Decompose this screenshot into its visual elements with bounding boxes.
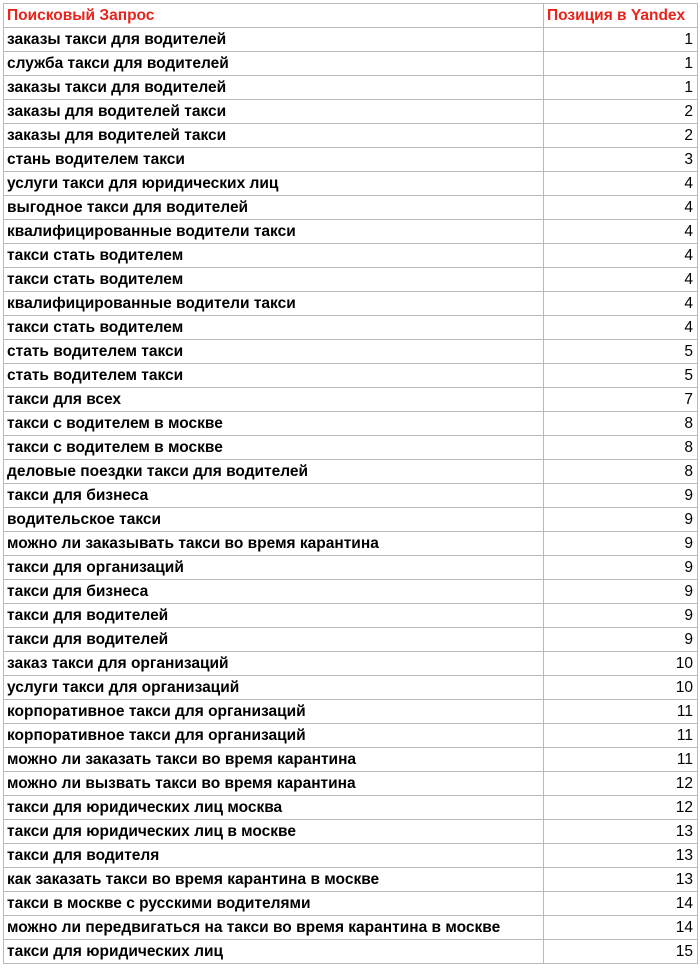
table-row xyxy=(4,892,698,916)
position-cell[interactable]: 8 xyxy=(544,436,698,460)
query-cell[interactable]: квалифицированные водители такси xyxy=(4,292,544,316)
query-cell[interactable]: такси для водителей xyxy=(4,628,544,652)
query-cell[interactable]: услуги такси для организаций xyxy=(4,676,544,700)
table-row xyxy=(4,148,698,172)
position-cell[interactable]: 5 xyxy=(544,340,698,364)
position-cell[interactable]: 13 xyxy=(544,868,698,892)
table-row xyxy=(4,844,698,868)
position-cell[interactable]: 11 xyxy=(544,724,698,748)
position-cell[interactable]: 13 xyxy=(544,820,698,844)
query-cell[interactable]: заказ такси для организаций xyxy=(4,652,544,676)
table-row xyxy=(4,556,698,580)
table-row xyxy=(4,508,698,532)
query-cell[interactable]: услуги такси для юридических лиц xyxy=(4,172,544,196)
position-cell[interactable]: 14 xyxy=(544,916,698,940)
table-row xyxy=(4,748,698,772)
position-cell[interactable]: 12 xyxy=(544,772,698,796)
query-cell[interactable]: такси для организаций xyxy=(4,556,544,580)
header-row xyxy=(4,4,698,28)
table-row xyxy=(4,196,698,220)
position-cell[interactable]: 2 xyxy=(544,100,698,124)
position-cell[interactable]: 1 xyxy=(544,52,698,76)
position-cell[interactable]: 4 xyxy=(544,172,698,196)
query-cell[interactable]: такси с водителем в москве xyxy=(4,412,544,436)
query-cell[interactable]: служба такси для водителей xyxy=(4,52,544,76)
header-query[interactable]: Поисковый Запрос xyxy=(4,4,544,28)
query-cell[interactable]: такси для юридических лиц в москве xyxy=(4,820,544,844)
table-row xyxy=(4,796,698,820)
query-cell[interactable]: стань водителем такси xyxy=(4,148,544,172)
table-row xyxy=(4,484,698,508)
table-row xyxy=(4,700,698,724)
query-cell[interactable]: можно ли заказать такси во время карантина xyxy=(4,748,544,772)
query-cell[interactable]: заказы такси для водителей xyxy=(4,76,544,100)
table-row xyxy=(4,604,698,628)
table-row xyxy=(4,340,698,364)
search-position-table xyxy=(3,3,698,964)
query-cell[interactable]: стать водителем такси xyxy=(4,364,544,388)
table-row xyxy=(4,628,698,652)
query-cell[interactable]: деловые поездки такси для водителей xyxy=(4,460,544,484)
position-cell[interactable]: 8 xyxy=(544,412,698,436)
position-cell[interactable]: 13 xyxy=(544,844,698,868)
position-cell[interactable]: 4 xyxy=(544,220,698,244)
position-cell[interactable]: 10 xyxy=(544,676,698,700)
table-row xyxy=(4,652,698,676)
query-cell[interactable]: корпоративное такси для организаций xyxy=(4,700,544,724)
table-row xyxy=(4,940,698,964)
table-row xyxy=(4,916,698,940)
table-row xyxy=(4,868,698,892)
position-cell[interactable]: 9 xyxy=(544,580,698,604)
table-row xyxy=(4,364,698,388)
query-cell[interactable]: такси для юридических лиц xyxy=(4,940,544,964)
table-row xyxy=(4,460,698,484)
position-cell[interactable]: 7 xyxy=(544,388,698,412)
table-row xyxy=(4,28,698,52)
query-cell[interactable]: такси для всех xyxy=(4,388,544,412)
query-cell[interactable]: такси для водителя xyxy=(4,844,544,868)
header-position[interactable]: Позиция в Yandex xyxy=(544,4,698,28)
query-cell[interactable]: стать водителем такси xyxy=(4,340,544,364)
position-cell[interactable]: 9 xyxy=(544,508,698,532)
table-row xyxy=(4,220,698,244)
table-row xyxy=(4,76,698,100)
table-body xyxy=(4,28,698,964)
position-cell[interactable]: 4 xyxy=(544,244,698,268)
query-cell[interactable]: заказы для водителей такси xyxy=(4,100,544,124)
position-cell[interactable]: 14 xyxy=(544,892,698,916)
table-row xyxy=(4,316,698,340)
position-cell[interactable]: 4 xyxy=(544,292,698,316)
query-cell[interactable]: такси для водителей xyxy=(4,604,544,628)
query-cell[interactable]: заказы такси для водителей xyxy=(4,28,544,52)
table-row xyxy=(4,580,698,604)
position-cell[interactable]: 9 xyxy=(544,532,698,556)
query-cell[interactable]: квалифицированные водители такси xyxy=(4,220,544,244)
query-cell[interactable]: такси для юридических лиц москва xyxy=(4,796,544,820)
query-cell[interactable]: выгодное такси для водителей xyxy=(4,196,544,220)
query-cell[interactable]: можно ли передвигаться на такси во время карантина в москве xyxy=(4,916,544,940)
query-cell[interactable]: можно ли вызвать такси во время карантина xyxy=(4,772,544,796)
table-row xyxy=(4,412,698,436)
position-cell[interactable]: 1 xyxy=(544,28,698,52)
position-cell[interactable]: 11 xyxy=(544,748,698,772)
position-cell[interactable]: 11 xyxy=(544,700,698,724)
query-cell[interactable]: такси в москве с русскими водителями xyxy=(4,892,544,916)
query-cell[interactable]: водительское такси xyxy=(4,508,544,532)
position-cell[interactable]: 4 xyxy=(544,196,698,220)
position-cell[interactable]: 10 xyxy=(544,652,698,676)
position-cell[interactable]: 4 xyxy=(544,268,698,292)
query-cell[interactable]: такси для бизнеса xyxy=(4,580,544,604)
position-cell[interactable]: 8 xyxy=(544,460,698,484)
query-cell[interactable]: как заказать такси во время карантина в москве xyxy=(4,868,544,892)
position-cell[interactable]: 1 xyxy=(544,76,698,100)
position-cell[interactable]: 9 xyxy=(544,484,698,508)
position-cell[interactable]: 5 xyxy=(544,364,698,388)
query-cell[interactable]: можно ли заказывать такси во время карантина xyxy=(4,532,544,556)
table-row xyxy=(4,676,698,700)
table-row xyxy=(4,436,698,460)
table-row xyxy=(4,244,698,268)
query-cell[interactable]: такси стать водителем xyxy=(4,268,544,292)
table-row xyxy=(4,292,698,316)
table-row xyxy=(4,268,698,292)
query-cell[interactable]: заказы для водителей такси xyxy=(4,124,544,148)
position-cell[interactable]: 9 xyxy=(544,628,698,652)
query-cell[interactable]: такси стать водителем xyxy=(4,244,544,268)
table-row xyxy=(4,724,698,748)
position-cell[interactable]: 15 xyxy=(544,940,698,964)
position-cell[interactable]: 9 xyxy=(544,604,698,628)
table-row xyxy=(4,532,698,556)
table-row xyxy=(4,52,698,76)
query-cell[interactable]: такси для бизнеса xyxy=(4,484,544,508)
position-cell[interactable]: 12 xyxy=(544,796,698,820)
position-cell[interactable]: 2 xyxy=(544,124,698,148)
position-cell[interactable]: 3 xyxy=(544,148,698,172)
table-row xyxy=(4,772,698,796)
spreadsheet xyxy=(3,3,697,964)
table-row xyxy=(4,388,698,412)
query-cell[interactable]: такси стать водителем xyxy=(4,316,544,340)
position-cell[interactable]: 9 xyxy=(544,556,698,580)
position-cell[interactable]: 4 xyxy=(544,316,698,340)
query-cell[interactable]: корпоративное такси для организаций xyxy=(4,724,544,748)
query-cell[interactable]: такси с водителем в москве xyxy=(4,436,544,460)
table-row xyxy=(4,124,698,148)
table-row xyxy=(4,820,698,844)
table-row xyxy=(4,100,698,124)
table-row xyxy=(4,172,698,196)
